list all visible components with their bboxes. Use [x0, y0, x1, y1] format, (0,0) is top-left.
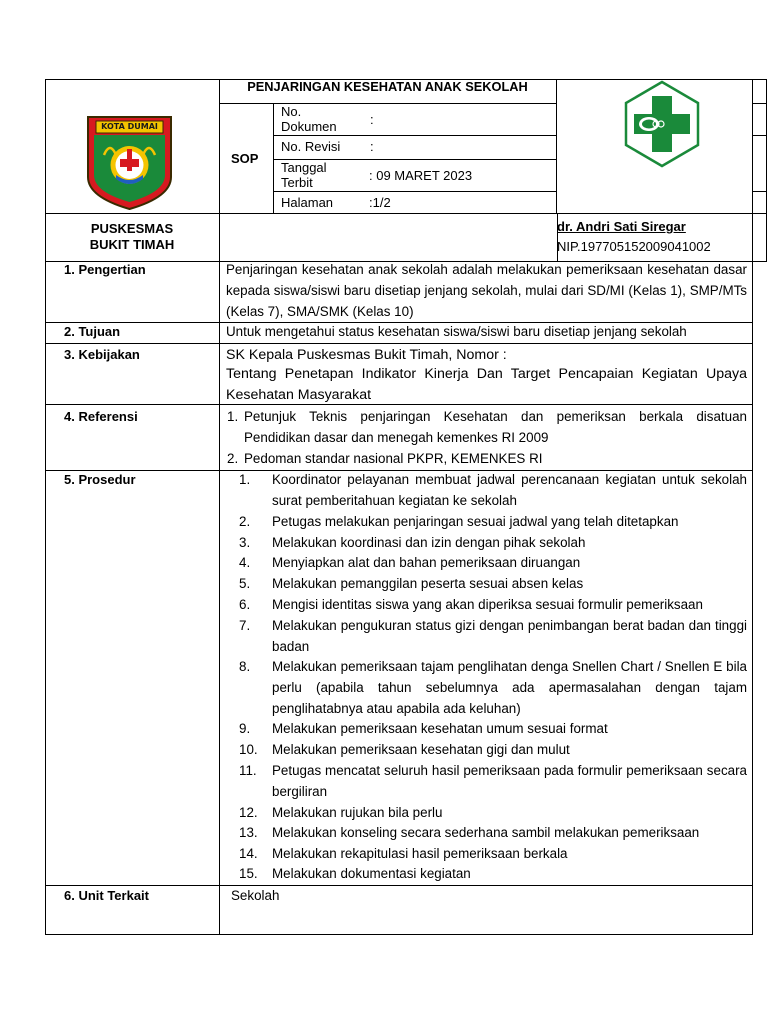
section-label-referensi: 4. Referensi — [64, 409, 138, 424]
pengertian-text: Penjaringan kesehatan anak sekolah adalah melakukan pemeriksaan kesehatan dasar kepada siswa/siswi baru disetiap jenjang sekolah, mulai dari SD/MI (Kelas 1), SMP/MTs (Kelas 7), SMA/SMK (Kelas 10) — [226, 262, 747, 319]
prosedur-step-num: 5. — [239, 576, 251, 591]
prosedur-step-text: Mengisi identitas siswa yang akan diperiksa sesuai formulir pemeriksaan — [272, 597, 703, 612]
prosedur-step-text: Melakukan pemeriksaan kesehatan umum sesuai format — [272, 721, 608, 736]
prosedur-step-text: Melakukan dokumentasi kegiatan — [272, 866, 471, 881]
prosedur-step-text: Melakukan rujukan bila perlu — [272, 805, 443, 820]
kebijakan-line2: Tentang Penetapan Indikator Kinerja Dan Target Pencapaian Kegiatan Upaya Kesehatan Masyarakat — [226, 366, 747, 403]
prosedur-step-num: 12. — [239, 805, 258, 820]
prosedur-step-num: 8. — [239, 659, 251, 674]
field-label-no-dokumen: No. Dokumen — [281, 104, 337, 134]
kota-dumai-logo — [86, 115, 173, 211]
section-label-unit-terkait: 6. Unit Terkait — [64, 888, 150, 903]
prosedur-step-num: 14. — [239, 846, 258, 861]
prosedur-step-text: Melakukan koordinasi dan izin dengan pihak sekolah — [272, 535, 586, 550]
sop-label: SOP — [231, 151, 259, 166]
section-label-kebijakan: 3. Kebijakan — [64, 347, 140, 362]
prosedur-step-num: 1. — [239, 472, 251, 487]
document-title: PENJARINGAN KESEHATAN ANAK SEKOLAH — [247, 79, 528, 94]
prosedur-step-text: Melakukan pemeriksaan kesehatan gigi dan mulut — [272, 742, 570, 757]
signer-nip: NIP.197705152009041002 — [557, 239, 711, 254]
prosedur-step-text: Petugas mencatat seluruh hasil pemeriksaan pada formulir pemeriksaan secara bergiliran — [272, 763, 747, 799]
prosedur-step-text: Melakukan konseling secara sederhana sambil melakukan pemeriksaan — [272, 825, 700, 840]
prosedur-step-num: 10. — [239, 742, 258, 757]
puskesmas-name-line2: BUKIT TIMAH — [89, 237, 175, 252]
prosedur-step-num: 15. — [239, 866, 258, 881]
field-value-halaman: :1/2 — [369, 195, 391, 210]
prosedur-step-text: Koordinator pelayanan membuat jadwal perencanaan kegiatan untuk sekolah surat pemberitahuan kegiatan ke sekolah — [272, 472, 747, 508]
prosedur-step-text: Melakukan pengukuran status gizi dengan penimbangan berat badan dan tinggi badan — [272, 618, 747, 654]
field-label-tanggal-terbit: Tanggal Terbit — [281, 160, 327, 190]
puskesmas-logo — [618, 80, 706, 168]
puskesmas-name-line1: PUSKESMAS — [90, 221, 174, 236]
prosedur-step-num: 2. — [239, 514, 251, 529]
referensi-num: 1. — [227, 409, 239, 424]
field-value-tanggal-terbit: : 09 MARET 2023 — [369, 168, 473, 183]
tujuan-text: Untuk mengetahui status kesehatan siswa/siswi baru disetiap jenjang sekolah — [226, 324, 687, 339]
section-label-pengertian: 1. Pengertian — [64, 262, 146, 277]
prosedur-step-text: Petugas melakukan penjaringan sesuai jadwal yang telah ditetapkan — [272, 514, 679, 529]
prosedur-step-num: 4. — [239, 555, 251, 570]
referensi-num: 2. — [227, 451, 239, 466]
prosedur-step-text: Melakukan pemanggilan peserta sesuai absen kelas — [272, 576, 584, 591]
prosedur-step-text: Melakukan rekapitulasi hasil pemeriksaan berkala — [272, 846, 568, 861]
referensi-item: Petunjuk Teknis penjaringan Kesehatan dan pemeriksan berkala disatuan Pendidikan dasar dan menegah kemenkes RI 2009 — [244, 409, 747, 445]
kebijakan-line1: SK Kepala Puskesmas Bukit Timah, Nomor : — [226, 347, 507, 363]
prosedur-step-text: Melakukan pemeriksaan tajam penglihatan denga Snellen Chart / Snellen E bila perlu (apabila tahun sebelumnya ada apermasalahan dengan tajam penglihatabnya atau apabila ada keluhan) — [272, 659, 747, 716]
field-label-halaman: Halaman — [281, 195, 334, 210]
field-value-no-revisi: : — [370, 139, 374, 154]
logo-caption: KOTA DUMAI — [101, 122, 158, 131]
unit-terkait-text: Sekolah — [231, 888, 280, 903]
section-label-tujuan: 2. Tujuan — [64, 324, 121, 339]
section-label-prosedur: 5. Prosedur — [64, 472, 136, 487]
prosedur-step-text: Menyiapkan alat dan bahan pemeriksaan diruangan — [272, 555, 581, 570]
prosedur-step-num: 11. — [239, 763, 257, 778]
prosedur-step-num: 9. — [239, 721, 251, 736]
prosedur-step-num: 6. — [239, 597, 251, 612]
prosedur-step-num: 3. — [239, 535, 251, 550]
field-label-no-revisi: No. Revisi — [281, 139, 341, 154]
prosedur-step-num: 7. — [239, 618, 251, 633]
field-value-no-dokumen: : — [370, 112, 374, 127]
referensi-item: Pedoman standar nasional PKPR, KEMENKES RI — [244, 451, 543, 466]
signer-name: dr. Andri Sati Siregar — [557, 219, 686, 234]
prosedur-step-num: 13. — [239, 825, 258, 840]
